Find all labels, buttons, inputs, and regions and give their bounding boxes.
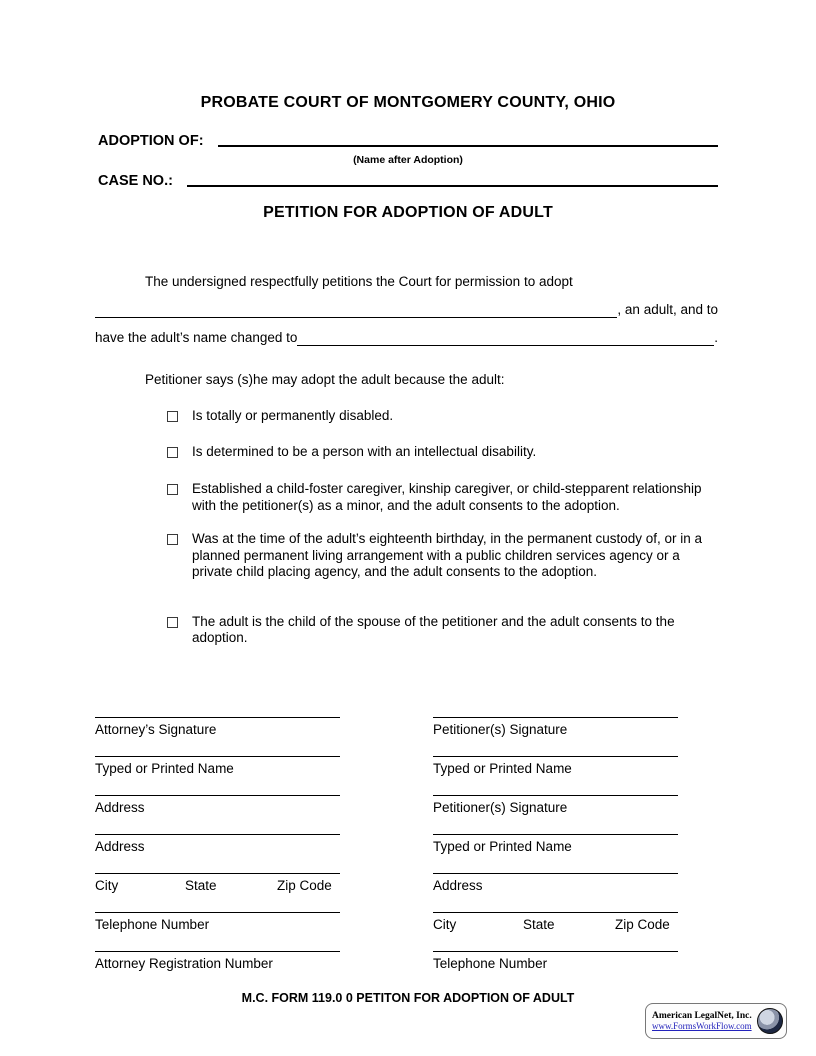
petitioner-signature2-field[interactable] (433, 780, 678, 796)
checkbox[interactable] (167, 617, 178, 628)
attorney-city-state-zip-row (95, 858, 340, 897)
petitioner-address-row (433, 858, 678, 897)
checkbox[interactable] (167, 411, 178, 422)
reason-checkbox-list (167, 408, 723, 647)
signature-section (95, 702, 678, 975)
attorney-phone-field[interactable] (95, 897, 340, 913)
attorney-column (95, 702, 340, 975)
formsworkflow-link[interactable]: www.FormsWorkFlow.com (652, 1021, 752, 1031)
state-label: State (185, 878, 217, 893)
checkbox-label: Was at the time of the adult’s eighteenth birthday, in the permanent custody of, or in a planned permanent living arrangement with a public children services agency or a private child placing agency, and the adult consents to the adoption. (192, 531, 703, 579)
petitioner-typed-name2-label: Typed or Printed Name (433, 839, 572, 854)
reason-intro: Petitioner says (s)he may adopt the adult because the adult: (145, 372, 505, 387)
attorney-typed-name-field[interactable] (95, 741, 340, 757)
adoption-of-field[interactable] (218, 145, 718, 147)
petitioner-column (433, 702, 678, 975)
petitioner-phone-label: Telephone Number (433, 956, 548, 971)
name-after-adoption-caption: (Name after Adoption) (353, 154, 463, 166)
case-no-field[interactable] (187, 185, 718, 187)
petitioner-city-state-zip-labels (433, 917, 678, 932)
checkbox-label: Established a child-foster caregiver, kinship caregiver, or child-stepparent relationship with the petitioner(s) as a minor, and the adult consents to the adoption. (192, 481, 702, 513)
attorney-address2-label: Address (95, 839, 145, 854)
city-label: City (95, 878, 119, 893)
petitioner-phone-field[interactable] (433, 936, 678, 952)
attorney-address-row (95, 780, 340, 819)
checkbox[interactable] (167, 534, 178, 545)
petition-text-3: have the adult’s name changed to (95, 330, 298, 345)
attorney-address-field[interactable] (95, 780, 340, 796)
petitioner-typed-name-row (433, 741, 678, 780)
case-no-row (98, 173, 718, 189)
petitioner-address-label: Address (433, 878, 483, 893)
attorney-signature-label: Attorney’s Signature (95, 722, 217, 737)
petitioner-typed-name2-field[interactable] (433, 819, 678, 835)
petition-paragraph (95, 267, 718, 351)
attorney-address-label: Address (95, 800, 145, 815)
checkbox-item (167, 408, 723, 425)
legalnet-name: American LegalNet, Inc. (652, 1011, 752, 1021)
attorney-city-state-zip-field[interactable] (95, 858, 340, 874)
petition-line-3 (95, 323, 718, 351)
adoption-of-row (98, 133, 718, 149)
petitioner-city-state-zip-row (433, 897, 678, 936)
attorney-registration-field[interactable] (95, 936, 340, 952)
checkbox[interactable] (167, 484, 178, 495)
petitioner-signature2-row (433, 780, 678, 819)
attorney-registration-row (95, 936, 340, 975)
petitioner-address-field[interactable] (433, 858, 678, 874)
zip-code-label: Zip Code (615, 917, 670, 932)
attorney-signature-row (95, 702, 340, 741)
petitioner-typed-name-field[interactable] (433, 741, 678, 757)
petition-line-2 (95, 295, 718, 323)
petitioner-signature-field[interactable] (433, 702, 678, 718)
new-name-field[interactable] (297, 345, 714, 346)
petition-text-4: . (714, 330, 718, 345)
attorney-city-state-zip-labels (95, 878, 340, 893)
attorney-phone-row (95, 897, 340, 936)
petitioner-signature2-label: Petitioner(s) Signature (433, 800, 568, 815)
attorney-registration-label: Attorney Registration Number (95, 956, 273, 971)
checkbox-label: The adult is the child of the spouse of the petitioner and the adult consents to the adoption. (192, 613, 675, 645)
state-label: State (523, 917, 555, 932)
legalnet-badge-text (652, 1011, 755, 1031)
attorney-signature-field[interactable] (95, 702, 340, 718)
attorney-address2-row (95, 819, 340, 858)
globe-icon (757, 1008, 783, 1034)
petitioner-city-state-zip-field[interactable] (433, 897, 678, 913)
checkbox-item (167, 614, 723, 647)
petition-text-2: , an adult, and to (617, 302, 718, 317)
page-title: PROBATE COURT OF MONTGOMERY COUNTY, OHIO (200, 94, 616, 111)
checkbox-item (167, 531, 723, 581)
attorney-typed-name-row (95, 741, 340, 780)
zip-code-label: Zip Code (277, 878, 332, 893)
petitioner-typed-name-label: Typed or Printed Name (433, 761, 572, 776)
checkbox-label: Is determined to be a person with an intellectual disability. (192, 443, 537, 459)
petitioner-phone-row (433, 936, 678, 975)
checkbox-label: Is totally or permanently disabled. (192, 408, 394, 423)
case-no-label: CASE NO.: (98, 173, 173, 189)
adoptee-name-field[interactable] (95, 317, 617, 318)
petition-text-1: The undersigned respectfully petitions the Court for permission to adopt (145, 274, 573, 289)
checkbox-item (167, 444, 723, 461)
attorney-typed-name-label: Typed or Printed Name (95, 761, 234, 776)
checkbox[interactable] (167, 447, 178, 458)
form-number: M.C. FORM 119.0 0 PETITON FOR ADOPTION OF ADULT (241, 991, 575, 1005)
petition-line-1 (95, 267, 718, 295)
adoption-of-label: ADOPTION OF: (98, 133, 204, 149)
petitioner-signature-row (433, 702, 678, 741)
checkbox-item (167, 481, 723, 514)
form-title: PETITION FOR ADOPTION OF ADULT (263, 204, 553, 221)
petitioner-typed-name2-row (433, 819, 678, 858)
legalnet-badge (645, 1003, 787, 1039)
attorney-address2-field[interactable] (95, 819, 340, 835)
city-label: City (433, 917, 457, 932)
attorney-phone-label: Telephone Number (95, 917, 210, 932)
petitioner-signature-label: Petitioner(s) Signature (433, 722, 568, 737)
